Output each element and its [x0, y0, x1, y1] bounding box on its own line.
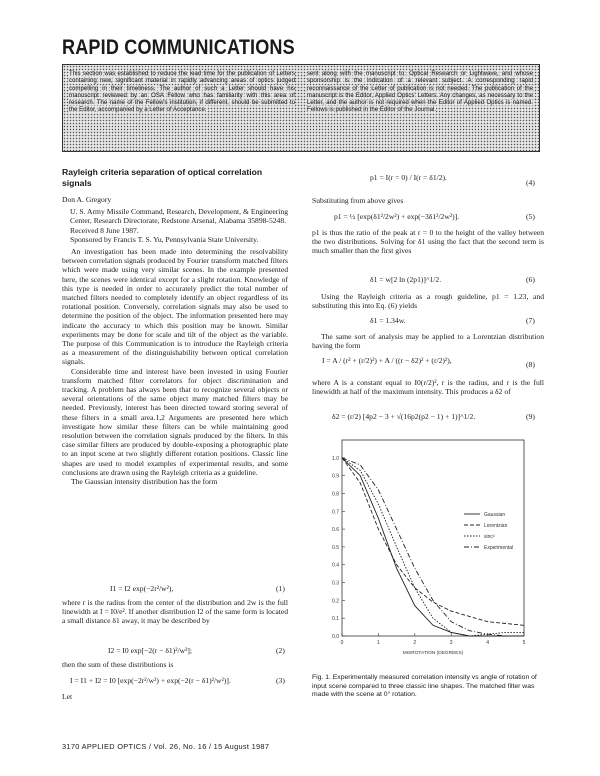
article-title: Rayleigh criteria separation of optical correlation signals: [62, 167, 263, 188]
equation-8-number: (8): [526, 360, 535, 369]
equation-3-number: (3): [276, 676, 285, 685]
left-column: [62, 167, 288, 486]
equation-3: I = I1 + I2 = I0 [exp(−2r²/w²) + exp(−2(r − δ1)²/w²)].: [70, 676, 231, 685]
section-banner: [62, 64, 540, 152]
y-tick-label-7: 0.7: [332, 509, 339, 516]
y-tick-label-0: 0.0: [332, 634, 339, 640]
y-tick-label-4: 0.4: [332, 562, 339, 569]
equation-7-number: (7): [526, 316, 535, 325]
equation-1: I1 = I2 exp(−2r²/w²),: [110, 584, 174, 593]
equation-1-number: (1): [276, 584, 285, 593]
x-tick-label-1: 1: [377, 640, 380, 646]
y-tick-label-2: 0.2: [332, 598, 339, 605]
y-tick-label-9: 0.9: [332, 473, 339, 480]
equation-7: δ1 = 1.34w.: [370, 316, 406, 325]
sponsor: Sponsored by Francis T. S. Yu, Pennsylvania State University.: [70, 234, 259, 244]
x-tick-label-4: 4: [486, 640, 489, 646]
paragraph-rayleigh: Using the Rayleigh criteria as a rough guideline, p1 = 1.23, and substituting this into Eq. (6) yields: [312, 292, 544, 311]
y-tick-label-8: 0.8: [332, 491, 339, 498]
equation-4-number: (4): [526, 178, 535, 187]
page-footer: 3170 APPLIED OPTICS / Vol. 26, No. 16 / 15 August 1987: [62, 742, 270, 751]
y-tick-label-1: 0.1: [332, 616, 339, 623]
equation-5: p1 = ½ [exp(δ1²/2w²) + exp(−3δ1²/2w²)].: [334, 212, 460, 221]
paragraph-distribution: where r is the radius from the center of the distribution and 2w is the full linewidth at I = I0/e². If another distribution I2 of the same form is located a small distance δ1 away, it may be described by: [62, 598, 288, 626]
equation-2: I2 = I0 exp[−2(r − δ1)²/w²];: [108, 646, 193, 655]
figure-caption: Fig. 1. Experimentally measured correlation intensity vs angle of rotation of input scene compared to three classic line shapes. The matched filter was made with the scene at 0° rotation.: [312, 674, 537, 699]
x-tick-label-2: 2: [413, 640, 417, 646]
masthead: RAPID COMMUNICATIONS: [62, 36, 295, 59]
equation-5-number: (5): [526, 212, 535, 221]
banner-right-text: sent along with the manuscript to: Optical Research or Lightwave, and whose sponsorship is the indication of a relevant subject. A corresponding rapid reconnaissance of the Letter of publication is not needed. The publication of the manuscript is the Editor, Applied Optics' Letters. Any changes, as necessary to the Letter, and the author is not required when the Editor of Applied Optics is named. Fellows is published in the Editor of the Journal.: [307, 70, 533, 114]
received-date: Received 8 June 1987.: [70, 225, 139, 235]
plot-frame: [342, 440, 524, 636]
equation-2-number: (2): [276, 646, 285, 655]
paragraph-ratio: p1 is thus the ratio of the peak at r = 0 to the height of the valley between the two distributions. Solving for δ1 using the fact that the second term is much smaller than the first gives: [312, 228, 544, 256]
equation-8: I = A / (r² + (r/2)²) + A / ((r − δ2)² + (r/2)²),: [322, 356, 452, 365]
equation-6-number: (6): [526, 275, 535, 284]
x-axis-label: MISROTATION (DEGREES): [402, 651, 464, 656]
paragraph-background: Considerable time and interest have been invested in using Fourier transform matched filter correlators for object discrimination and tracking. A problem has always been that to recognize several objects or several orientations of the same object many matched filters may be needed. Previously, interest has been directed toward storing several of these filters in a small area.1,2 Arguments are presented here which investigate how similar these filters can be while maintaining good resolution between the correlation signals produced by the filters. In this case similar filters are produced by double-exposing a photographic plate to an input scene at two slightly different rotation positions. Classic line shapes are used to model examples of experimental results, and some conclusions are drawn using the Rayleigh criteria as a guideline.: [62, 366, 288, 477]
legend-label-0: Gaussian: [484, 512, 506, 518]
affiliation: U. S. Army Missile Command, Research, Development, & Engineering Center, Research Directorate, Redstone Arsenal, Alabama 35898-5248.: [70, 207, 288, 226]
banner-left-text: This section was established to reduce the lead time for the publication of Letters containing new, significant material in rapidly advancing areas of optics judged compelling in their timeliness. The author of such a Letter should have his manuscript reviewed by an OSA Fellow who has familiarity with this area of research. The name of the Fellow's institution, if different, should be submitted to the Editor, accompanied by a Letter of Acceptance.: [69, 70, 295, 114]
paragraph-intro: An investigation has been made into determining the resolvability between correlation signals produced by Fourier transform matched filters which were made using very similar scenes. In the example presented here, the scenes were identical except for a slight rotation. Knowledge of this type is needed in order to accurately predict the total number of matched filters needed to completely identify an object regardless of its rotational position. Conversely, correlation signals may also be used to determine the position of the object. The information presented here may indicate the accuracy to which this position may be known. Similar experiments may be done for scale and tilt of the object as the variable. The purpose of this Communication is to introduce the Rayleigh criteria as a measurement of the distinguishability between optical correlation signals.: [62, 247, 288, 367]
y-tick-label-10: 1.0: [332, 455, 339, 462]
paragraph-sum: then the sum of these distributions is: [62, 660, 174, 669]
legend-label-3: Experimental: [484, 545, 514, 551]
paragraph-gaussian: The Gaussian intensity distribution has the form: [71, 477, 218, 487]
paragraph-constant: where A is a constant equal to I0(r/2)², r is the radius, and r is the full linewidth at half of the maximum intensity. This produces a δ2 of: [312, 378, 544, 397]
legend-label-2: sinc²: [484, 534, 495, 540]
correlation-chart: [318, 432, 544, 672]
paragraph-lorentzian: The same sort of analysis may be applied to a Lorentzian distribution having the form: [312, 332, 544, 351]
y-tick-label-5: 0.5: [332, 544, 339, 551]
equation-9: δ2 = (r/2) [4p2 − 3 + √(16p2(p2 − 1) + 1)]^1/2.: [332, 412, 476, 421]
legend-label-1: Lorentzian: [484, 523, 508, 529]
x-tick-label-3: 3: [449, 640, 453, 646]
paragraph-let: Let: [62, 692, 73, 701]
paragraph-substituting: Substituting from above gives: [312, 196, 404, 205]
y-tick-label-6: 0.6: [332, 527, 339, 534]
equation-6: δ1 = w[2 ln (2p1)]^1/2.: [370, 275, 442, 284]
x-tick-label-5: 5: [522, 640, 526, 646]
x-tick-label-0: 0: [340, 640, 344, 646]
equation-4: p1 = I(r = 0) / I(r = δ1/2).: [370, 173, 447, 182]
y-tick-label-3: 0.3: [332, 580, 339, 587]
author: Don A. Gregory: [62, 195, 112, 204]
equation-9-number: (9): [526, 412, 535, 421]
